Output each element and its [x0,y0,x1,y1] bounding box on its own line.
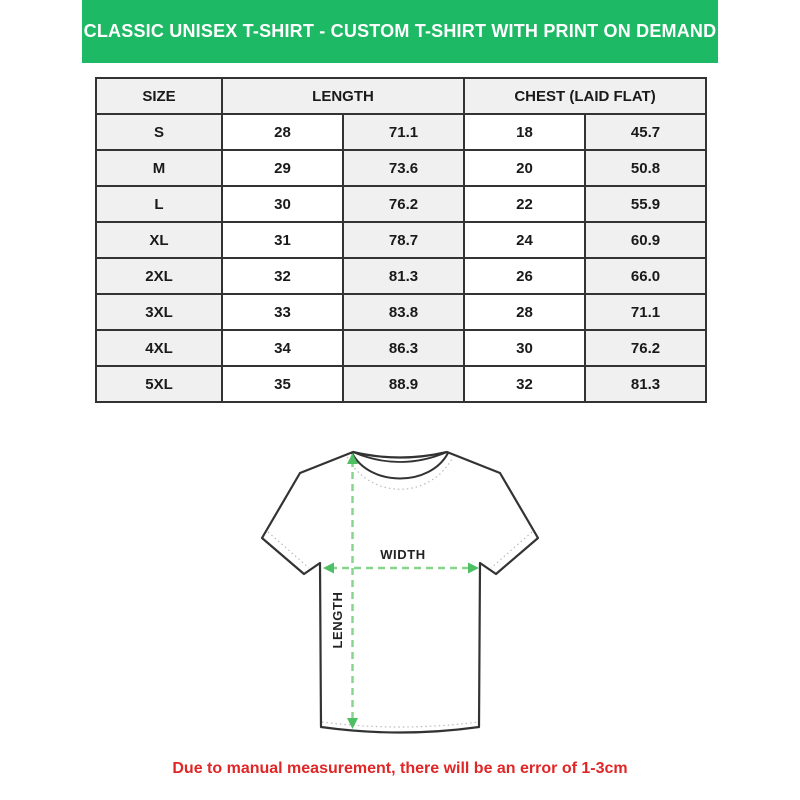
table-header-row [96,78,706,114]
chest-in-cell: 30 [464,330,585,366]
size-cell: L [96,186,222,222]
table-row [96,330,706,366]
tshirt-outline-drawing [240,430,560,760]
size-cell: 4XL [96,330,222,366]
length-in-cell: 30 [222,186,343,222]
size-cell: XL [96,222,222,258]
chest-in-cell: 28 [464,294,585,330]
table-row [96,222,706,258]
chest-cm-cell: 60.9 [585,222,706,258]
length-dimension-label: LENGTH [330,591,345,649]
tshirt-measurement-diagram [240,430,560,760]
chest-in-cell: 22 [464,186,585,222]
title-banner [82,0,718,63]
length-cm-cell: 83.8 [343,294,464,330]
page-title: CLASSIC UNISEX T-SHIRT - CUSTOM T-SHIRT WITH PRINT ON DEMAND [83,21,717,41]
length-cm-cell: 71.1 [343,114,464,150]
size-cell: 3XL [96,294,222,330]
length-cm-cell: 76.2 [343,186,464,222]
length-in-cell: 34 [222,330,343,366]
size-cell: 5XL [96,366,222,402]
length-in-cell: 32 [222,258,343,294]
chest-cm-cell: 76.2 [585,330,706,366]
chest-cm-cell: 81.3 [585,366,706,402]
table-row [96,186,706,222]
chest-in-cell: 24 [464,222,585,258]
table-row [96,258,706,294]
chest-cm-cell: 55.9 [585,186,706,222]
chest-in-cell: 32 [464,366,585,402]
chest-in-cell: 20 [464,150,585,186]
size-cell: S [96,114,222,150]
width-dimension-label: WIDTH [380,547,426,562]
length-in-cell: 28 [222,114,343,150]
measurement-disclaimer: Due to manual measurement, there will be an error of 1-3cm [172,760,628,777]
table-row [96,114,706,150]
chest-cm-cell: 45.7 [585,114,706,150]
length-cm-cell: 73.6 [343,150,464,186]
size-cell: 2XL [96,258,222,294]
length-in-cell: 33 [222,294,343,330]
table-row [96,366,706,402]
size-table-container [95,77,707,403]
length-in-cell: 35 [222,366,343,402]
table-row [96,294,706,330]
chest-in-cell: 26 [464,258,585,294]
length-cm-cell: 86.3 [343,330,464,366]
length-cm-cell: 78.7 [343,222,464,258]
tshirt-body-outline [262,452,538,733]
header-length: LENGTH [222,78,464,114]
size-cell: M [96,150,222,186]
header-chest: CHEST (LAID FLAT) [464,78,706,114]
length-in-cell: 29 [222,150,343,186]
chest-cm-cell: 71.1 [585,294,706,330]
chest-cm-cell: 66.0 [585,258,706,294]
chest-cm-cell: 50.8 [585,150,706,186]
table-row [96,150,706,186]
length-cm-cell: 81.3 [343,258,464,294]
header-size: SIZE [96,78,222,114]
length-cm-cell: 88.9 [343,366,464,402]
size-table [95,77,707,403]
chest-in-cell: 18 [464,114,585,150]
length-in-cell: 31 [222,222,343,258]
